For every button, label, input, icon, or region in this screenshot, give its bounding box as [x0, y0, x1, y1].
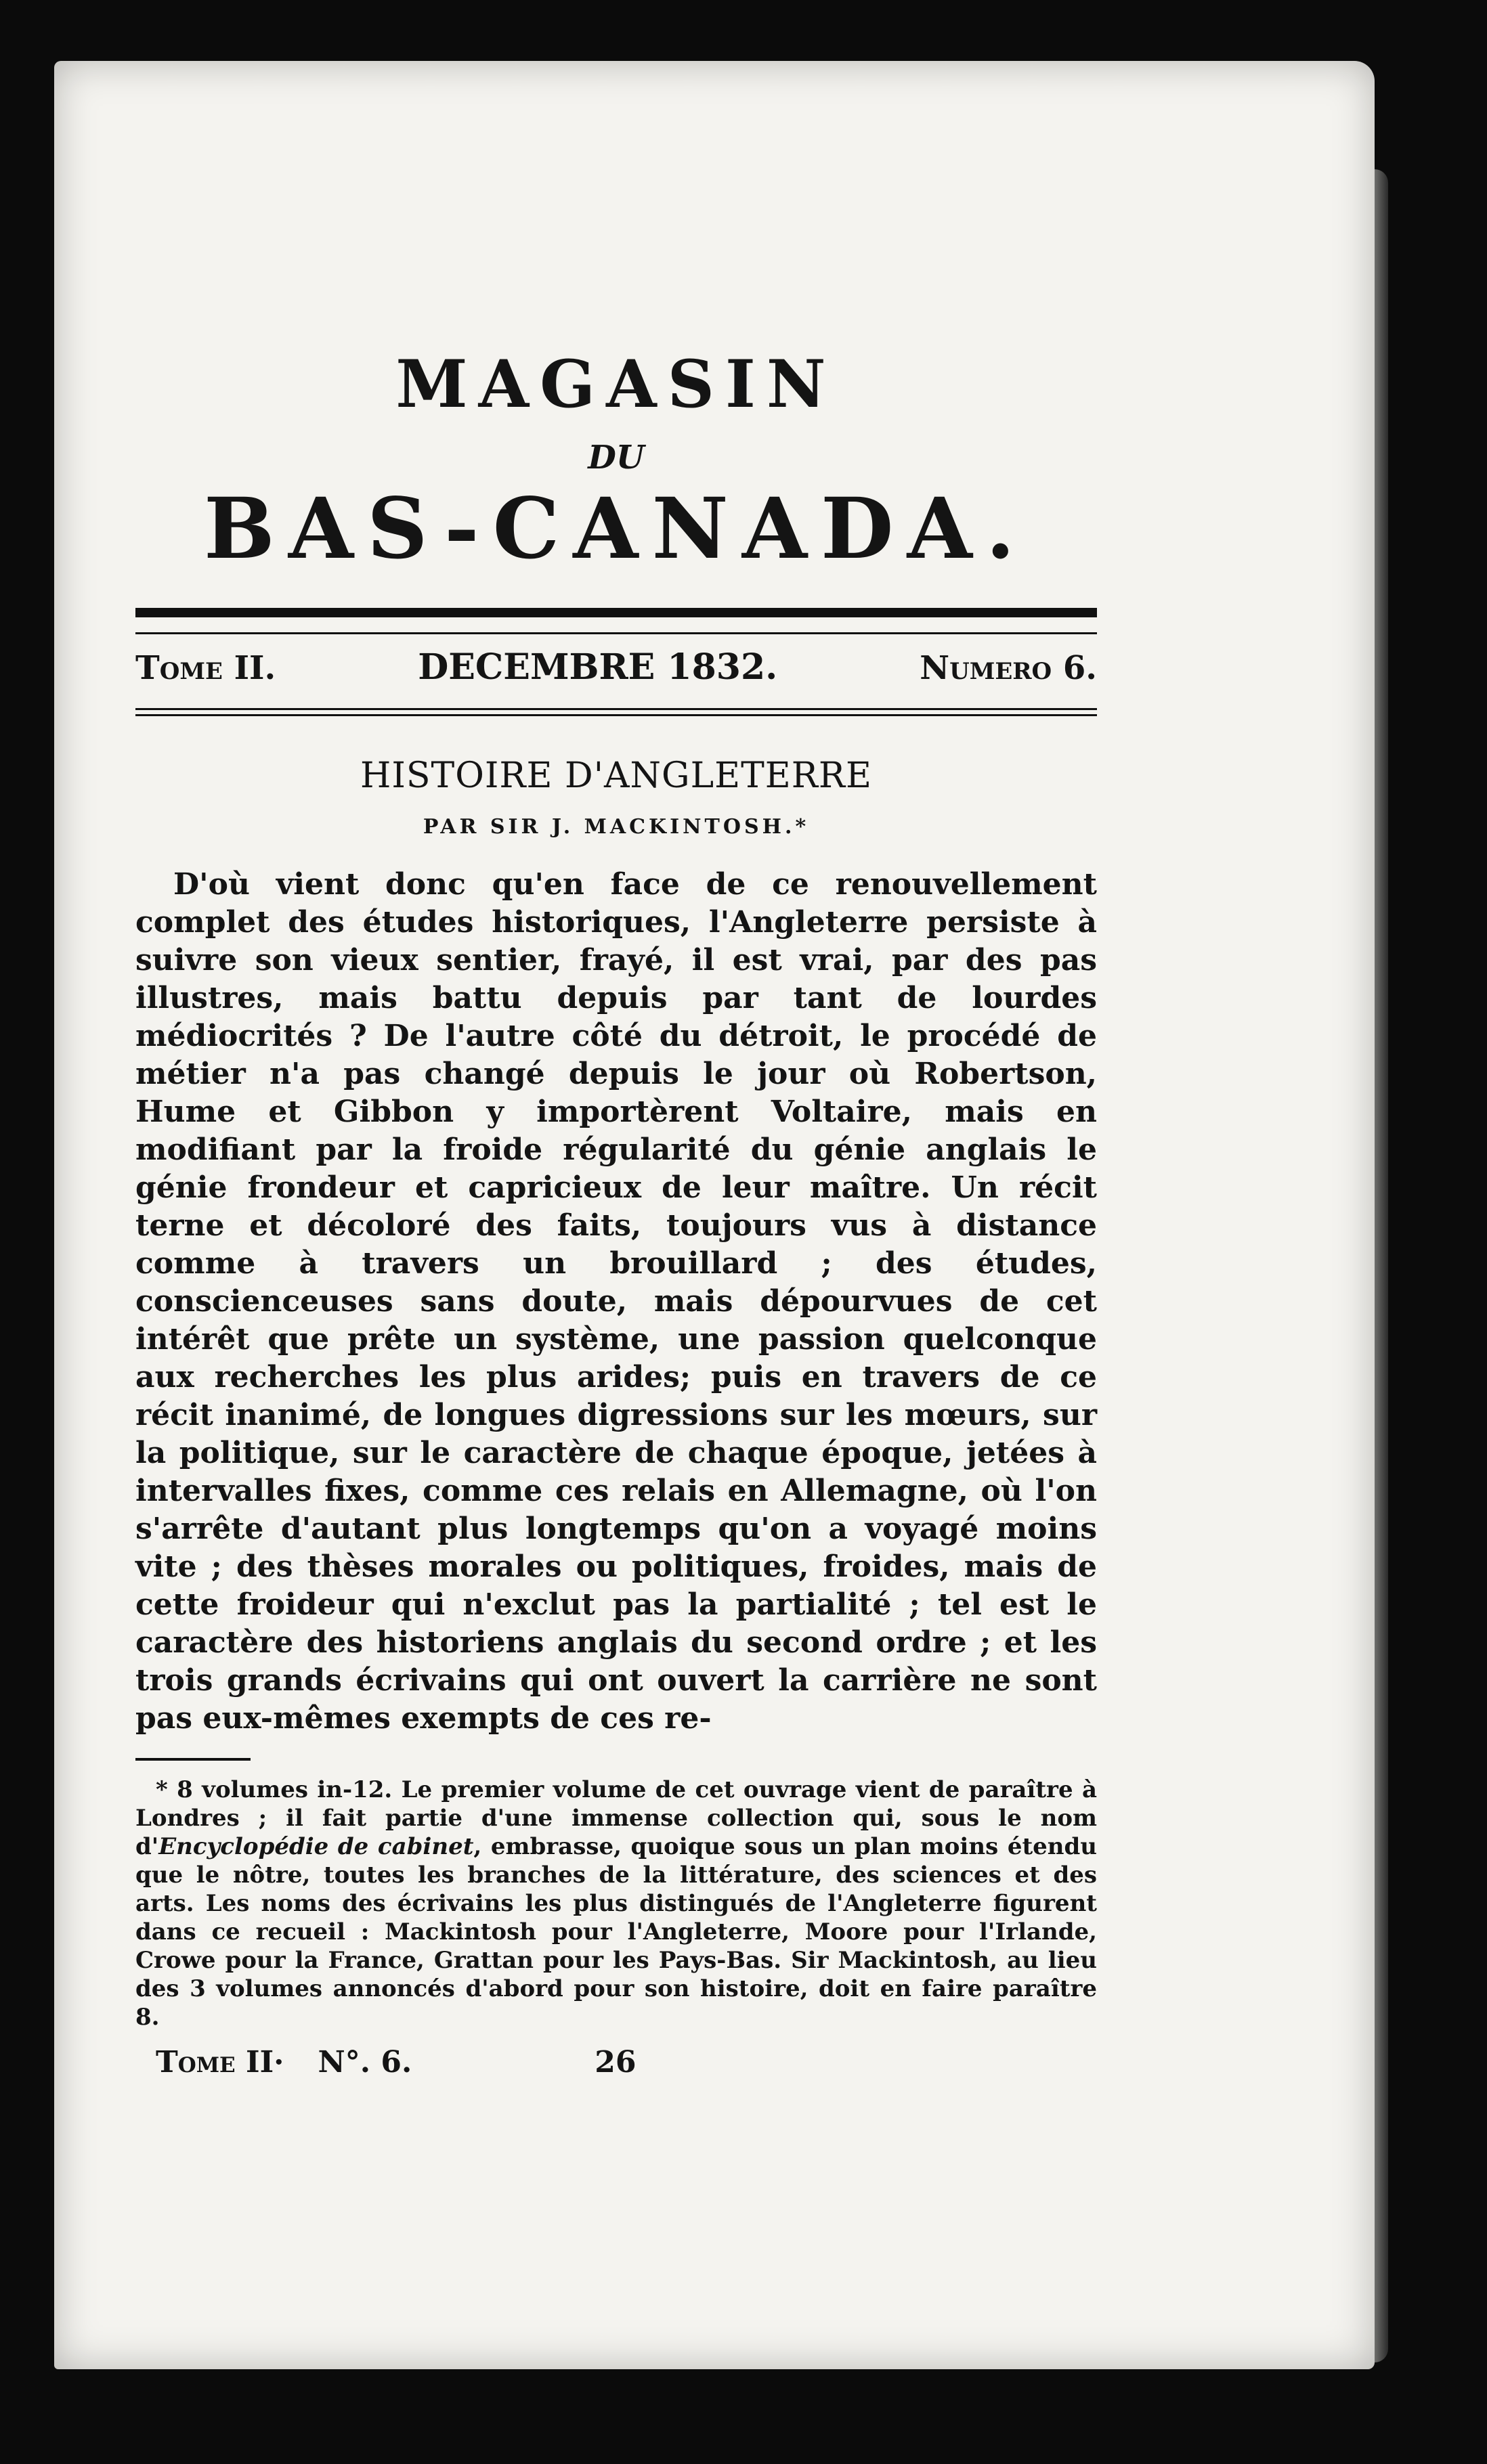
issue-date: DECEMBRE 1832. [418, 646, 778, 688]
signature-tome: Tome II· [156, 2045, 284, 2080]
footnote-text-1: * 8 volumes in-12. Le premier volume de cet ouvrage vient de paraître à Londres ; il fait partie d'une immense collection qui, sous le nom d' [135, 1776, 1097, 1860]
footnote [135, 1776, 1097, 2031]
signature-numero: N°. 6. [318, 2045, 412, 2080]
issue-tome: Tome II. [135, 649, 276, 687]
footnote-text-2: , embrasse, quoique sous un plan moins étendu que le nôtre, toutes les branches de la littérature, des sciences et des arts. Les noms des écrivains les plus distingués de l'Angleterre figurent dans ce recueil : Mackintosh pour l'Angleterre, Moore pour l'Irlande, Crowe pour la France, Grattan pour les Pays-Bas. Sir Mackintosh, au lieu des 3 volumes annoncés d'abord pour son histoire, doit en faire paraître 8. [135, 1833, 1097, 2031]
masthead-du: DU [588, 439, 645, 477]
page-content [135, 346, 1097, 2080]
issue-numero: Numero 6. [920, 649, 1097, 687]
footnote-rule [135, 1758, 251, 1761]
issue-double-rule [135, 708, 1097, 716]
masthead-rule-thin [135, 632, 1097, 634]
masthead-subtitle: BAS-CANADA. [204, 480, 1029, 578]
signature-page: 26 [595, 2045, 637, 2080]
issue-line [135, 646, 1097, 688]
article-title: HISTOIRE D'ANGLETERRE [360, 755, 872, 796]
masthead-rule [135, 608, 1097, 617]
masthead-title: MAGASIN [395, 346, 837, 422]
footnote-italic: Encyclopédie de cabinet [158, 1833, 474, 1860]
article-body: D'où vient donc qu'en face de ce renouvellement complet des études historiques, l'Angleterre persiste à suivre son vieux sentier, frayé, il est vrai, par des pas illustres, mais battu depuis par tant de lourdes médiocrités ? De l'autre côté du détroit, le procédé de métier n'a pas changé depuis le jour où Robertson, Hume et Gibbon y importèrent Voltaire, mais en modifiant par la froide régularité du génie anglais le génie frondeur et capricieux de leur maître. Un récit terne et décoloré des faits, toujours vus à distance comme à travers un brouillard ; des études, conscienceuses sans doute, mais dépourvues de cet intérêt que prête un système, une passion quelconque aux recherches les plus arides; puis en travers de ce récit inanimé, de longues digressions sur les mœurs, sur la politique, sur le caractère de chaque époque, jetées à intervalles fixes, comme ces relais en Allemagne, où l'on s'arrête d'autant plus longtemps qu'on a voyagé moins vite ; des thèses morales ou politiques, froides, mais de cette froideur qui n'exclut pas la partialité ; tel est le caractère des historiens anglais du second ordre ; et les trois grands écrivains qui ont ouvert la carrière ne sont pas eux-mêmes exempts de ces re- [135, 867, 1097, 1736]
signature-line [135, 2045, 1097, 2080]
article-byline: PAR SIR J. MACKINTOSH.* [423, 815, 810, 839]
